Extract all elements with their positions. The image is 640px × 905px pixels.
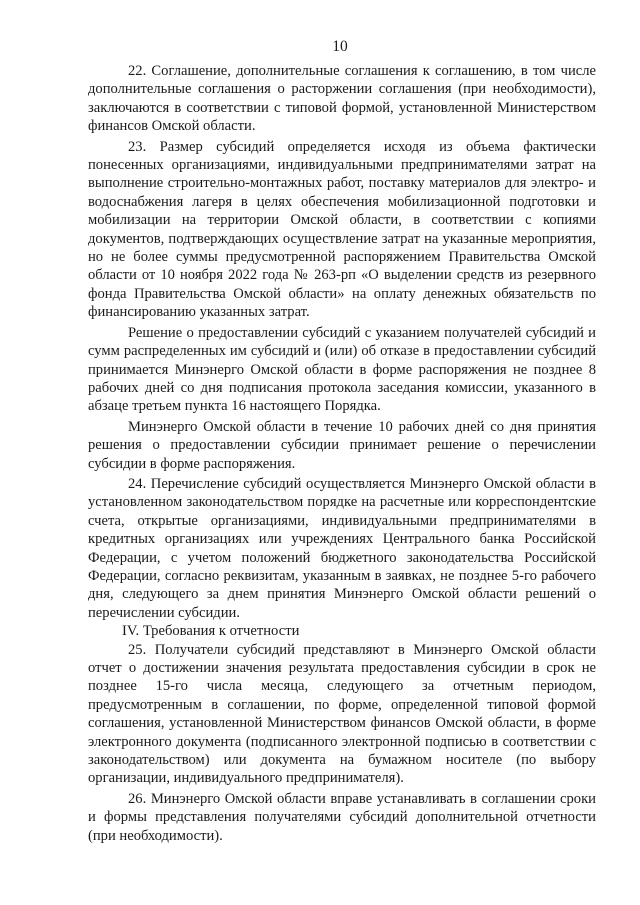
paragraph-transfer-decision: Минэнерго Омской области в течение 10 рабочих дней со дня принятия решения о предоставлении субсидии принимает решение о перечислении субсидии в форме распоряжения. xyxy=(88,418,596,472)
paragraph-22: 22. Соглашение, дополнительные соглашения к соглашению, в том числе дополнительные соглашения о расторжении соглашения (при необходимости), заключаются в соответствии с типовой формой, установленной Министерством финансов Омской области. xyxy=(88,63,596,135)
section-heading: IV. Требования к отчетности xyxy=(122,623,300,640)
paragraph-decision: Решение о предоставлении субсидий с указанием получателей субсидий и сумм распределенных им субсидий и (или) об отказе в предоставлении субсидий принимается Минэнерго Омской области в форме распоряжения не позднее 8 рабочих дней со дня подписания протокола заседания комиссии, указанного в абзаце третьем пункта 16 настоящего Порядка. xyxy=(88,324,596,415)
page-number: 10 xyxy=(332,38,348,55)
paragraph-25: 25. Получатели субсидий представляют в Минэнерго Омской области отчет о достижении значения результата предоставления субсидии в срок не позднее 15-го числа месяца, следующего за отчетным периодом, предусмотренным в соглашении, по форме, определенной типовой формой соглашения, установленной Министерством финансов Омской области, в форме электронного документа (подписанного электронной подписью в соответствии с законодательством) или документа на бумажном носителе (по выбору организации, индивидуального предпринимателя). xyxy=(88,641,596,787)
document-body xyxy=(88,62,596,845)
paragraph-26: 26. Минэнерго Омской области вправе устанавливать в соглашении сроки и формы представления получателями субсидий дополнительной отчетности (при необходимости). xyxy=(88,790,596,844)
paragraph-23: 23. Размер субсидий определяется исходя из объема фактически понесенных организациями, индивидуальными предпринимателями затрат на выполнение строительно-монтажных работ, поставку материалов для электро- и водоснабжения лагеря в целях обеспечения мобилизационной подготовки и мобилизации на территории Омской области, в соответствии с копиями документов, подтверждающих осуществление затрат на указанные мероприятия, но не более суммы предусмотренной распоряжением Правительства Омской области от 10 ноября 2022 года № 263-рп «О выделении средств из резервного фонда Правительства Омской области» на оплату денежных обязательств по финансированию указанных затрат. xyxy=(88,138,596,321)
paragraph-24: 24. Перечисление субсидий осуществляется Минэнерго Омской области в установленном законодательством порядке на расчетные или корреспондентские счета, открытые организациями, индивидуальными предпринимателями в кредитных организациях или учреждениях Центрального банка Российской Федерации, с учетом положений бюджетного законодательства Российской Федерации, согласно реквизитам, указанным в заявках, не позднее 5-го рабочего дня, следующего за днем принятия Минэнерго Омской области решений о перечислении субсидии. xyxy=(88,475,596,621)
